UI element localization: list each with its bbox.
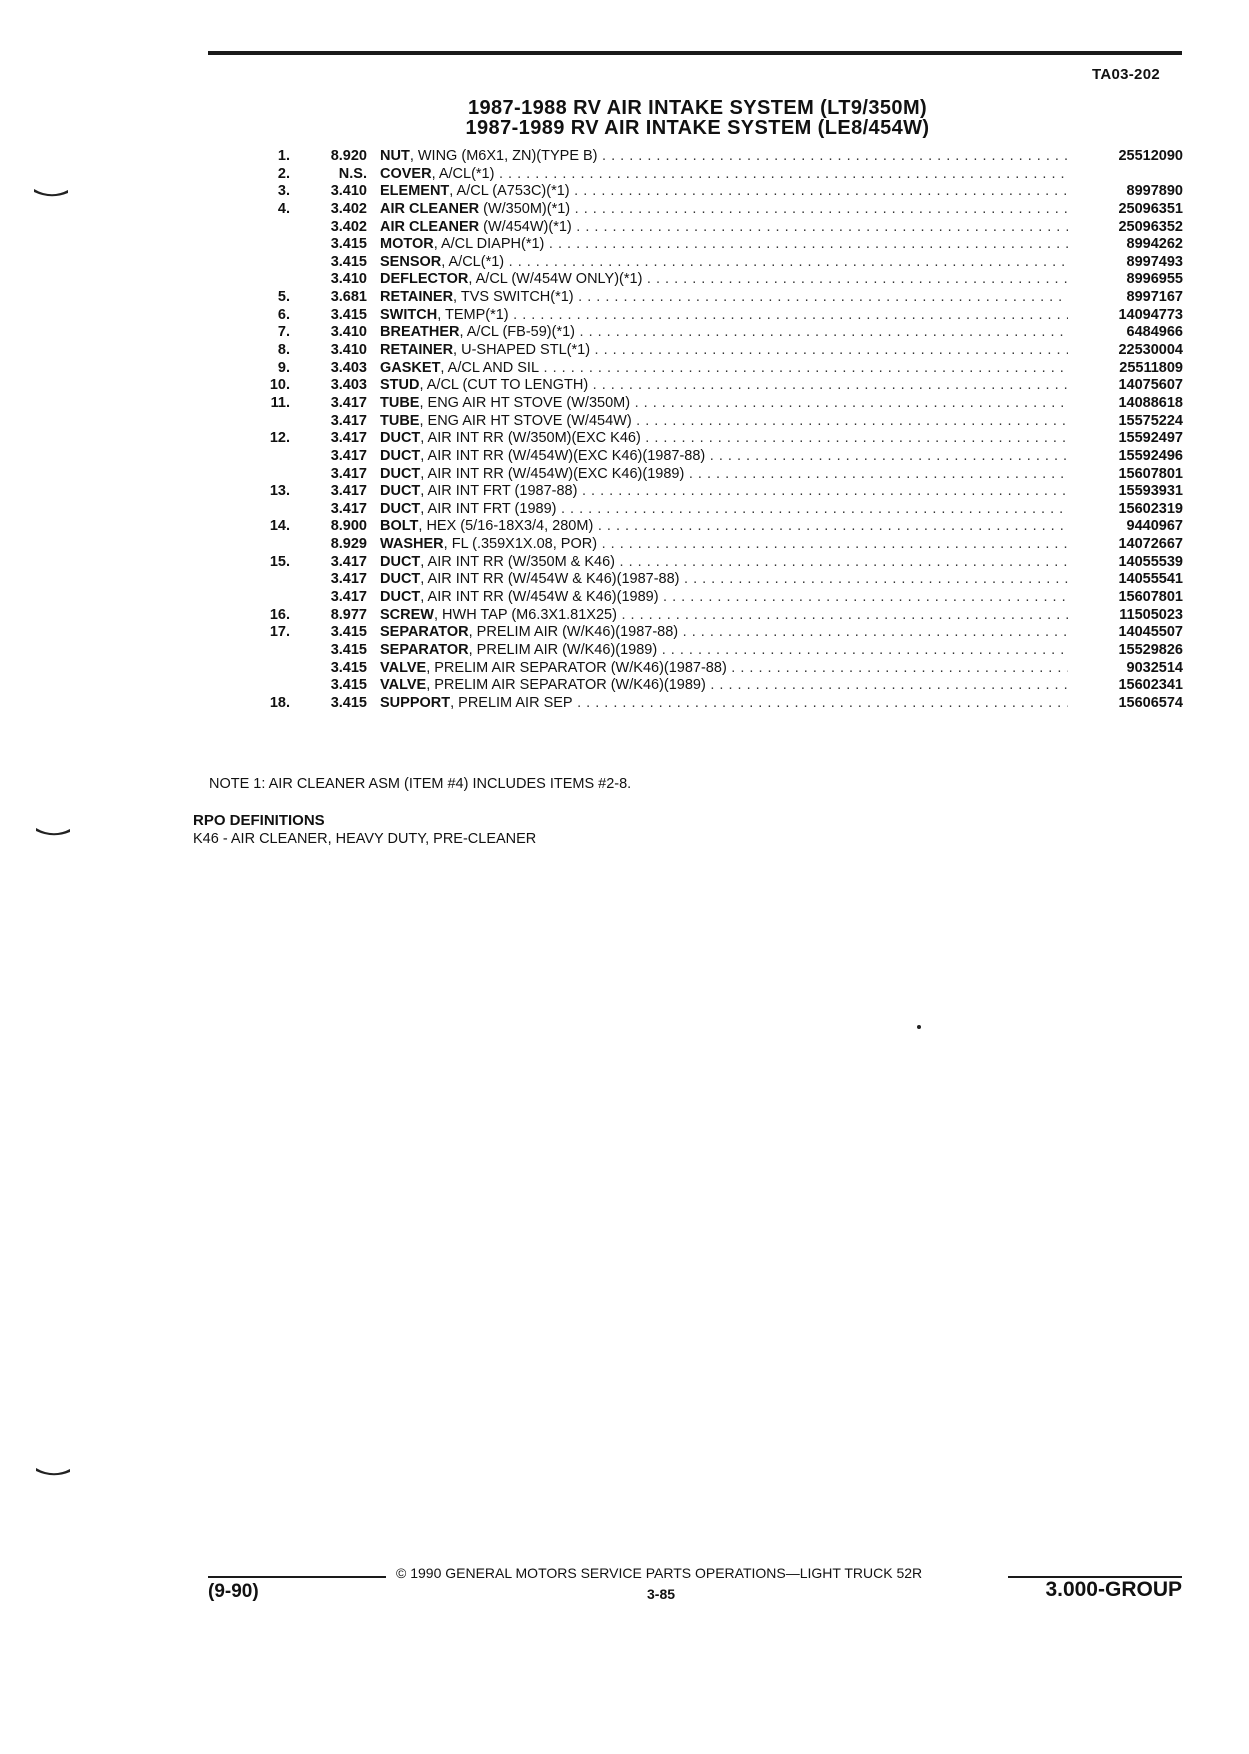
part-spec: , HEX (5/16-18X3/4, 280M) bbox=[418, 518, 594, 535]
item-number: 8. bbox=[277, 342, 290, 359]
group-number: 3.417 bbox=[330, 553, 367, 570]
part-name: DUCT bbox=[380, 430, 421, 447]
group-number: 3.410 bbox=[330, 342, 367, 359]
part-name: DUCT bbox=[380, 447, 421, 464]
part-description bbox=[380, 660, 1068, 678]
part-number: 15602341 bbox=[1118, 677, 1183, 694]
part-name: VALVE bbox=[380, 677, 427, 694]
group-number: 3.402 bbox=[330, 218, 367, 235]
group-number: 8.929 bbox=[330, 536, 367, 553]
part-spec: , AIR INT RR (W/454W)(EXC K46)(1987-88) bbox=[420, 447, 706, 464]
group-number: 3.417 bbox=[330, 412, 367, 429]
part-description bbox=[380, 201, 1068, 219]
part-row bbox=[242, 148, 1183, 166]
part-spec: , PRELIM AIR (W/K46)(1989) bbox=[468, 641, 658, 658]
part-number: 14094773 bbox=[1118, 306, 1183, 323]
item-number: 10. bbox=[269, 377, 290, 394]
part-spec: , AIR INT FRT (1989) bbox=[420, 500, 557, 517]
group-number: 3.415 bbox=[330, 677, 367, 694]
part-spec: , TEMP(*1) bbox=[437, 306, 509, 323]
part-row bbox=[242, 501, 1183, 519]
part-number: 15575224 bbox=[1118, 412, 1183, 429]
part-name: BREATHER bbox=[380, 324, 460, 341]
part-number: 25096352 bbox=[1118, 218, 1183, 235]
item-number: 13. bbox=[269, 483, 290, 500]
group-number: 3.681 bbox=[330, 289, 367, 306]
part-spec: , A/CL AND SIL bbox=[440, 359, 540, 376]
item-number: 5. bbox=[277, 289, 290, 306]
top-rule bbox=[208, 51, 1182, 55]
part-number: 22530004 bbox=[1118, 342, 1183, 359]
part-description bbox=[380, 219, 1068, 237]
part-number: 8994262 bbox=[1126, 236, 1183, 253]
part-number: 15607801 bbox=[1118, 589, 1183, 606]
part-spec: , WING (M6X1, ZN)(TYPE B) bbox=[409, 148, 598, 164]
group-number: 3.417 bbox=[330, 571, 367, 588]
part-description bbox=[380, 695, 1068, 713]
group-number: 8.900 bbox=[330, 518, 367, 535]
group-number: 3.417 bbox=[330, 394, 367, 411]
part-row bbox=[242, 360, 1183, 378]
part-row bbox=[242, 377, 1183, 395]
part-number: 14075607 bbox=[1118, 377, 1183, 394]
part-spec: , A/CL (A753C)(*1) bbox=[449, 183, 570, 200]
part-description bbox=[380, 501, 1068, 519]
footer-date: (9-90) bbox=[208, 1581, 259, 1602]
part-row bbox=[242, 430, 1183, 448]
group-number: 3.415 bbox=[330, 624, 367, 641]
part-row bbox=[242, 395, 1183, 413]
part-number: 14088618 bbox=[1118, 394, 1183, 411]
part-row bbox=[242, 448, 1183, 466]
part-number: 8996955 bbox=[1126, 271, 1183, 288]
part-number: 25512090 bbox=[1118, 148, 1183, 164]
part-row bbox=[242, 536, 1183, 554]
part-description bbox=[380, 430, 1068, 448]
part-spec: , ENG AIR HT STOVE (W/350M) bbox=[419, 394, 631, 411]
part-row bbox=[242, 289, 1183, 307]
part-description bbox=[380, 236, 1068, 254]
part-number: 14055541 bbox=[1118, 571, 1183, 588]
part-description bbox=[380, 289, 1068, 307]
part-spec: , AIR INT RR (W/350M & K46) bbox=[420, 553, 616, 570]
group-number: N.S. bbox=[338, 165, 367, 182]
binder-hole-mark-top bbox=[34, 187, 68, 197]
part-row bbox=[242, 466, 1183, 484]
part-spec: (W/350M)(*1) bbox=[479, 200, 571, 217]
part-spec: , ENG AIR HT STOVE (W/454W) bbox=[419, 412, 632, 429]
item-number: 1. bbox=[277, 148, 290, 164]
part-spec: (W/454W)(*1) bbox=[479, 218, 572, 235]
part-row bbox=[242, 642, 1183, 660]
group-number: 3.403 bbox=[330, 359, 367, 376]
group-number: 3.415 bbox=[330, 659, 367, 676]
part-name: SWITCH bbox=[380, 306, 438, 323]
part-number: 25511809 bbox=[1119, 359, 1183, 376]
part-name: GASKET bbox=[380, 359, 441, 376]
part-number: 8997890 bbox=[1126, 183, 1183, 200]
part-name: ELEMENT bbox=[380, 183, 450, 200]
part-name: SEPARATOR bbox=[380, 624, 469, 641]
part-name: DUCT bbox=[380, 589, 421, 606]
part-row bbox=[242, 660, 1183, 678]
title-line-2: 1987-1989 RV AIR INTAKE SYSTEM (LE8/454W) bbox=[465, 117, 930, 139]
part-row bbox=[242, 254, 1183, 272]
part-row bbox=[242, 413, 1183, 431]
part-row bbox=[242, 571, 1183, 589]
parts-list bbox=[242, 148, 1183, 713]
part-name: MOTOR bbox=[380, 236, 434, 253]
note-text: NOTE 1: AIR CLEANER ASM (ITEM #4) INCLUDES ITEMS #2-8. bbox=[209, 776, 632, 792]
part-name: TUBE bbox=[380, 412, 420, 429]
part-description bbox=[380, 448, 1068, 466]
part-row bbox=[242, 342, 1183, 360]
rpo-definition: K46 - AIR CLEANER, HEAVY DUTY, PRE-CLEANER bbox=[193, 831, 537, 847]
part-description bbox=[380, 307, 1068, 325]
part-row bbox=[242, 201, 1183, 219]
part-name: STUD bbox=[380, 377, 420, 394]
document-code: TA03-202 bbox=[1092, 66, 1160, 83]
part-row bbox=[242, 324, 1183, 342]
part-name: WASHER bbox=[380, 536, 444, 553]
part-name: AIR CLEANER bbox=[380, 200, 480, 217]
group-number: 3.417 bbox=[330, 500, 367, 517]
part-description bbox=[380, 413, 1068, 431]
part-number: 15592496 bbox=[1118, 447, 1183, 464]
part-spec: , PRELIM AIR SEPARATOR (W/K46)(1989) bbox=[426, 677, 706, 694]
part-description bbox=[380, 183, 1068, 201]
group-number: 3.417 bbox=[330, 465, 367, 482]
part-spec: , A/CL (W/454W ONLY)(*1) bbox=[468, 271, 643, 288]
part-description bbox=[380, 254, 1068, 272]
item-number: 17. bbox=[269, 624, 290, 641]
part-description bbox=[380, 607, 1068, 625]
group-number: 3.415 bbox=[330, 641, 367, 658]
part-spec: , TVS SWITCH(*1) bbox=[453, 289, 574, 306]
group-number: 3.417 bbox=[330, 447, 367, 464]
part-number: 25096351 bbox=[1118, 200, 1183, 217]
rpo-heading: RPO DEFINITIONS bbox=[193, 812, 325, 829]
part-number: 15607801 bbox=[1118, 465, 1183, 482]
part-description bbox=[380, 642, 1068, 660]
group-number: 3.410 bbox=[330, 183, 367, 200]
part-row bbox=[242, 166, 1183, 184]
part-description bbox=[380, 589, 1068, 607]
part-number: 9032514 bbox=[1126, 659, 1183, 676]
group-number: 3.410 bbox=[330, 324, 367, 341]
part-name: DUCT bbox=[380, 483, 421, 500]
group-number: 3.415 bbox=[330, 694, 367, 711]
item-number: 14. bbox=[269, 518, 290, 535]
item-number: 4. bbox=[277, 200, 290, 217]
group-number: 3.410 bbox=[330, 271, 367, 288]
part-number: 6484966 bbox=[1126, 324, 1183, 341]
part-name: COVER bbox=[380, 165, 432, 182]
group-number: 8.977 bbox=[330, 606, 367, 623]
group-number: 3.417 bbox=[330, 589, 367, 606]
part-number: 8997167 bbox=[1126, 289, 1183, 306]
part-description bbox=[380, 536, 1068, 554]
footer-rule-left bbox=[208, 1576, 386, 1578]
part-name: DUCT bbox=[380, 571, 421, 588]
part-name: VALVE bbox=[380, 659, 427, 676]
part-spec: , AIR INT RR (W/350M)(EXC K46) bbox=[420, 430, 641, 447]
part-name: SENSOR bbox=[380, 253, 442, 270]
part-name: NUT bbox=[380, 148, 410, 164]
group-number: 3.402 bbox=[330, 200, 367, 217]
part-row bbox=[242, 219, 1183, 237]
part-row bbox=[242, 483, 1183, 501]
part-name: SCREW bbox=[380, 606, 434, 623]
item-number: 7. bbox=[277, 324, 290, 341]
part-description bbox=[380, 624, 1068, 642]
binder-hole-mark-middle bbox=[36, 826, 70, 836]
part-description bbox=[380, 554, 1068, 572]
part-description bbox=[380, 483, 1068, 501]
part-row bbox=[242, 183, 1183, 201]
title-line-1: 1987-1988 RV AIR INTAKE SYSTEM (LT9/350M) bbox=[467, 97, 928, 119]
part-description bbox=[380, 148, 1068, 166]
part-number: 14072667 bbox=[1118, 536, 1183, 553]
item-number: 3. bbox=[277, 183, 290, 200]
part-spec: , AIR INT RR (W/454W)(EXC K46)(1989) bbox=[420, 465, 685, 482]
item-number: 12. bbox=[269, 430, 290, 447]
part-name: DEFLECTOR bbox=[380, 271, 469, 288]
part-spec: , HWH TAP (M6.3X1.81X25) bbox=[433, 606, 617, 623]
item-number: 16. bbox=[269, 606, 290, 623]
group-number: 8.920 bbox=[330, 148, 367, 164]
group-number: 3.415 bbox=[330, 236, 367, 253]
binder-hole-mark-bottom bbox=[36, 1466, 70, 1476]
part-number: 14055539 bbox=[1118, 553, 1183, 570]
part-row bbox=[242, 624, 1183, 642]
part-number: 14045507 bbox=[1118, 624, 1183, 641]
part-row bbox=[242, 677, 1183, 695]
part-number: 15529826 bbox=[1118, 641, 1183, 658]
scan-speck bbox=[917, 1025, 921, 1029]
part-spec: , FL (.359X1X.08, POR) bbox=[443, 536, 598, 553]
part-number: 15606574 bbox=[1118, 694, 1183, 711]
group-number: 3.403 bbox=[330, 377, 367, 394]
part-name: SEPARATOR bbox=[380, 641, 469, 658]
part-description bbox=[380, 360, 1068, 378]
part-name: RETAINER bbox=[380, 289, 454, 306]
part-row bbox=[242, 236, 1183, 254]
part-spec: , AIR INT RR (W/454W & K46)(1987-88) bbox=[420, 571, 680, 588]
part-spec: , A/CL(*1) bbox=[431, 165, 495, 182]
part-description bbox=[380, 466, 1068, 484]
part-row bbox=[242, 695, 1183, 713]
item-number: 2. bbox=[277, 165, 290, 182]
part-spec: , A/CL (FB-59)(*1) bbox=[459, 324, 575, 341]
part-number: 8997493 bbox=[1126, 253, 1183, 270]
part-row bbox=[242, 607, 1183, 625]
part-spec: , A/CL(*1) bbox=[441, 253, 505, 270]
part-spec: , PRELIM AIR SEPARATOR (W/K46)(1987-88) bbox=[426, 659, 727, 676]
part-spec: , PRELIM AIR (W/K46)(1987-88) bbox=[468, 624, 679, 641]
part-spec: , U-SHAPED STL(*1) bbox=[453, 342, 591, 359]
part-description bbox=[380, 377, 1068, 395]
part-number: 9440967 bbox=[1126, 518, 1183, 535]
part-spec: , AIR INT FRT (1987-88) bbox=[420, 483, 578, 500]
part-description bbox=[380, 518, 1068, 536]
part-description bbox=[380, 166, 1068, 184]
item-number: 15. bbox=[269, 553, 290, 570]
part-description bbox=[380, 324, 1068, 342]
part-spec: , PRELIM AIR SEP bbox=[450, 694, 573, 711]
part-row bbox=[242, 271, 1183, 289]
group-number: 3.415 bbox=[330, 253, 367, 270]
part-name: DUCT bbox=[380, 553, 421, 570]
item-number: 6. bbox=[277, 306, 290, 323]
part-description bbox=[380, 342, 1068, 360]
part-row bbox=[242, 518, 1183, 536]
part-name: RETAINER bbox=[380, 342, 454, 359]
part-name: AIR CLEANER bbox=[380, 218, 480, 235]
page-title bbox=[0, 98, 1249, 138]
part-description bbox=[380, 271, 1068, 289]
part-spec: , A/CL DIAPH(*1) bbox=[433, 236, 545, 253]
group-number: 3.415 bbox=[330, 306, 367, 323]
part-name: SUPPORT bbox=[380, 694, 451, 711]
part-name: TUBE bbox=[380, 394, 420, 411]
page-number: 3-85 bbox=[647, 1586, 676, 1602]
group-number: 3.417 bbox=[330, 430, 367, 447]
part-name: BOLT bbox=[380, 518, 419, 535]
part-number: 15593931 bbox=[1118, 483, 1183, 500]
footer-copyright: © 1990 GENERAL MOTORS SERVICE PARTS OPERATIONS—LIGHT TRUCK 52R bbox=[396, 1565, 923, 1581]
part-name: DUCT bbox=[380, 465, 421, 482]
part-number: 15592497 bbox=[1118, 430, 1183, 447]
part-name: DUCT bbox=[380, 500, 421, 517]
part-spec: , AIR INT RR (W/454W & K46)(1989) bbox=[420, 589, 659, 606]
item-number: 11. bbox=[270, 394, 290, 411]
part-row bbox=[242, 589, 1183, 607]
part-row bbox=[242, 554, 1183, 572]
item-number: 18. bbox=[269, 694, 290, 711]
item-number: 9. bbox=[277, 359, 290, 376]
part-number: 11505023 bbox=[1119, 606, 1183, 623]
part-description bbox=[380, 677, 1068, 695]
part-row bbox=[242, 307, 1183, 325]
part-description bbox=[380, 395, 1068, 413]
part-description bbox=[380, 571, 1068, 589]
footer-group: 3.000-GROUP bbox=[1045, 1578, 1182, 1601]
group-number: 3.417 bbox=[330, 483, 367, 500]
part-number: 15602319 bbox=[1118, 500, 1183, 517]
part-spec: , A/CL (CUT TO LENGTH) bbox=[419, 377, 589, 394]
